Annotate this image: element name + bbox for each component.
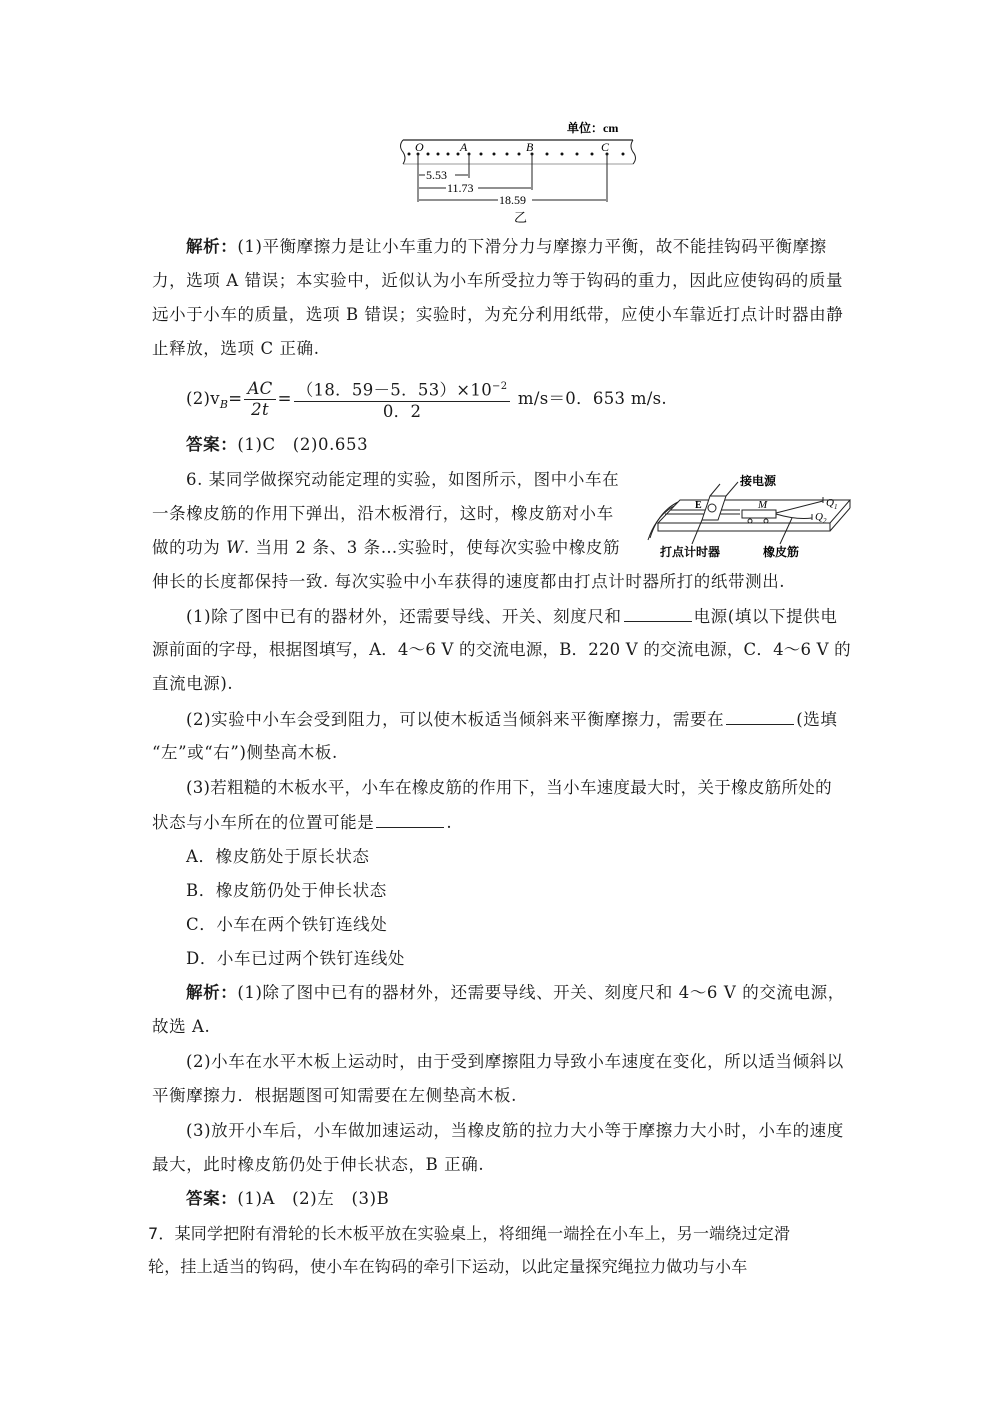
q6-part1-line2: 源前面的字母，根据图填写，A．4～6 V 的交流电源，B．220 V 的交流电源，C．4～6 V 的 — [152, 640, 851, 659]
analysis2-label: 解析： — [186, 983, 238, 1002]
option-a[interactable]: A．橡皮筋处于原长状态 — [186, 847, 370, 866]
analysis1-text: (1)平衡摩擦力是让小车重力的下滑分力与摩擦力平衡，故不能挂钩码平衡摩擦 — [237, 237, 827, 256]
formula-suffix: m/s＝0．653 m/s. — [512, 388, 667, 408]
option-c[interactable]: C．小车在两个铁钉连线处 — [186, 915, 388, 934]
q6-part1-blank[interactable] — [624, 606, 692, 622]
frac2-num-text: （18．59－5．53）×10 — [296, 380, 493, 400]
analysis1-line1 — [186, 237, 886, 257]
apparatus-figure — [640, 468, 860, 560]
option-d[interactable]: D．小车已过两个铁钉连线处 — [186, 949, 406, 968]
frac1-num: AC — [244, 380, 275, 400]
q6-part2-line1 — [186, 709, 886, 730]
q6-part2-b: (选填 — [796, 710, 838, 729]
answer2-label: 答案： — [186, 1189, 238, 1208]
analysis2-line6: 最大，此时橡皮筋仍处于伸长状态，B 正确. — [152, 1155, 485, 1174]
unit-label: 单位：cm — [567, 121, 619, 135]
formula-frac2 — [294, 378, 511, 421]
analysis1-line3: 远小于小车的质量，选项 B 错误；实验时，为充分利用纸带，应使小车靠近打点计时器由静 — [152, 305, 844, 324]
label-e: E — [695, 500, 702, 511]
analysis1-label: 解析： — [186, 237, 238, 256]
analysis2-line5: (3)放开小车后，小车做加速运动，当橡皮筋的拉力大小等于摩擦力大小时，小车的速度 — [186, 1121, 844, 1140]
answer1-label: 答案： — [186, 435, 238, 454]
q6-part3-line2 — [152, 812, 852, 833]
q6-part1-line3: 直流电源). — [152, 674, 234, 693]
label-m: M — [758, 499, 768, 511]
answer1-text: (1)C (2)0.653 — [237, 435, 369, 454]
analysis1-line2: 力，选项 A 错误；本实验中，近似认为小车所受拉力等于钩码的重力，因此应使钩码的质量 — [152, 271, 844, 290]
q6-part3-blank[interactable] — [376, 812, 444, 828]
frac2-exp: −2 — [492, 381, 508, 392]
q7-line1: 7．某同学把附有滑轮的长木板平放在实验桌上，将细绳一端拴在小车上，另一端绕过定滑 — [148, 1224, 791, 1243]
label-q2-main: Q — [815, 511, 823, 523]
point-o-label: O — [415, 140, 424, 154]
q6-part2-a: (2)实验中小车会受到阻力，可以使木板适当倾斜来平衡摩擦力，需要在 — [186, 710, 725, 729]
label-q2 — [815, 511, 827, 525]
q6-part3-line1: (3)若粗糙的木板水平，小车在橡皮筋的作用下，当小车速度最大时，关于橡皮筋所处的 — [186, 778, 832, 797]
analysis2-line3: (2)小车在水平木板上运动时，由于受到摩擦阻力导致小车速度在变化，所以适当倾斜以 — [186, 1052, 844, 1071]
analysis1-formula — [186, 378, 886, 425]
q6-part3-b: . — [446, 813, 453, 832]
analysis1-answer — [186, 435, 886, 455]
analysis1-line4: 止释放，选项 C 正确. — [152, 339, 320, 358]
label-q1-main: Q — [826, 497, 834, 509]
q6-line4: 伸长的长度都保持一致. 每次实验中小车获得的速度都由打点计时器所打的纸带测出. — [152, 572, 786, 591]
analysis2-line2: 故选 A. — [152, 1017, 211, 1036]
q6-line2: 一条橡皮筋的作用下弹出，沿木板滑行，这时，橡皮筋对小车 — [152, 504, 614, 523]
figure-caption: 乙 — [514, 210, 528, 225]
q6-var-w: W — [226, 538, 244, 557]
q6-line3 — [152, 538, 642, 558]
analysis2-line4: 平衡摩擦力．根据题图可知需要在左侧垫高木板. — [152, 1086, 517, 1105]
q6-line3-start: 做的功为 — [152, 538, 227, 557]
point-a-label: A — [460, 140, 468, 154]
tape-figure — [395, 118, 645, 228]
q6-part1-b: 电源(填以下提供电 — [693, 607, 838, 626]
label-band: 橡皮筋 — [763, 545, 800, 559]
frac1-den: 2t — [251, 399, 269, 419]
distance-oc: 18.59 — [499, 193, 526, 207]
formula-frac1 — [244, 380, 275, 419]
q6-part2-blank[interactable] — [726, 709, 794, 725]
q6-part1-line1 — [186, 606, 886, 627]
point-c-label: C — [601, 140, 610, 154]
analysis2-answer — [186, 1189, 886, 1209]
label-timer: 打点计时器 — [660, 545, 721, 559]
q7-line2: 轮，挂上适当的钩码，使小车在钩码的牵引下运动，以此定量探究绳拉力做功与小车 — [148, 1257, 748, 1276]
formula-eq2: = — [277, 388, 292, 408]
formula-eq1: = — [228, 388, 243, 408]
label-q2-sub: 2 — [822, 517, 827, 525]
label-q1 — [826, 497, 837, 511]
frac2-num — [294, 378, 511, 402]
formula-sub: B — [219, 398, 229, 412]
q6-part3-a: 状态与小车所在的位置可能是 — [152, 813, 375, 832]
distance-oa: 5.53 — [426, 168, 447, 182]
analysis2-text: (1)除了图中已有的器材外，还需要导线、开关、刻度尺和 4～6 V 的交流电源， — [237, 983, 845, 1002]
label-q1-sub: 1 — [833, 503, 838, 511]
frac2-den: 0．2 — [382, 401, 422, 421]
distance-ob: 11.73 — [447, 181, 474, 195]
label-power: 接电源 — [740, 474, 777, 488]
q6-line3-rest: . 当用 2 条、3 条…实验时，使每次实验中橡皮筋 — [243, 538, 621, 557]
option-b[interactable]: B．橡皮筋仍处于伸长状态 — [186, 881, 387, 900]
formula-prefix: (2)v — [186, 388, 220, 408]
point-b-label: B — [526, 140, 534, 154]
tape-dots — [408, 153, 625, 156]
q6-part1-a: (1)除了图中已有的器材外，还需要导线、开关、刻度尺和 — [186, 607, 622, 626]
analysis2-line1 — [186, 983, 886, 1003]
answer2-text: (1)A (2)左 (3)B — [237, 1189, 390, 1208]
q6-part2-line2: “左”或“右”)侧垫高木板. — [152, 743, 338, 762]
q6-line1: 6. 某同学做探究动能定理的实验，如图所示，图中小车在 — [186, 470, 620, 489]
